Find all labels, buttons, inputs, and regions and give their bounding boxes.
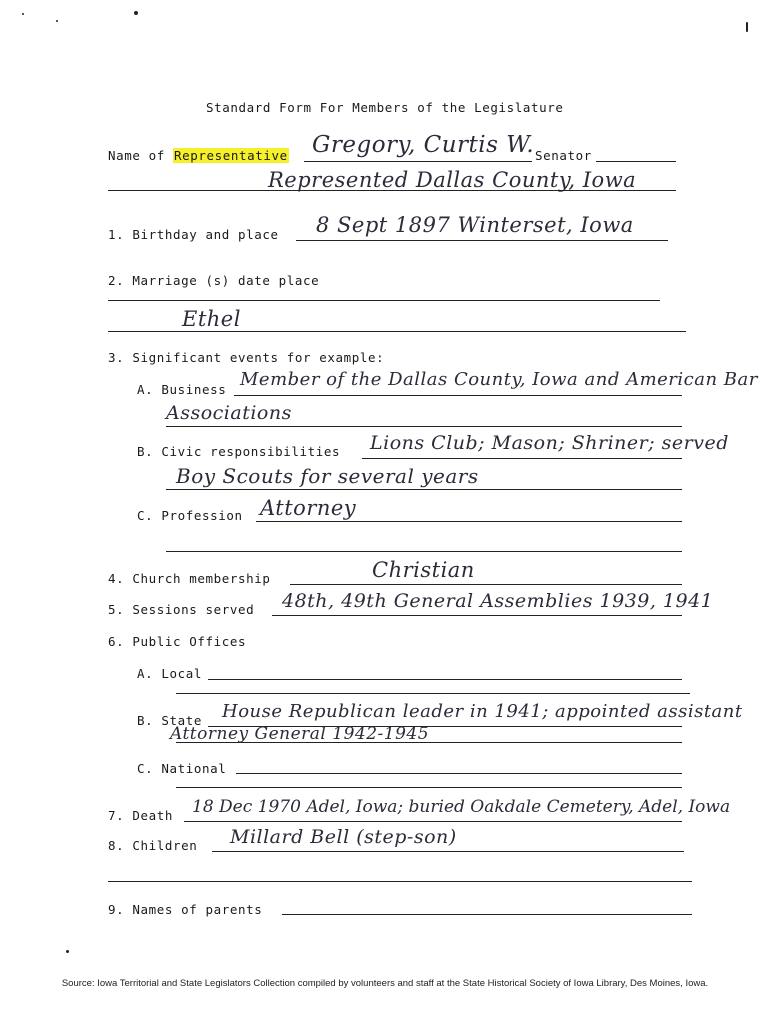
civic-label: B. Civic responsibilities: [137, 444, 341, 459]
birthday-entry: 8 Sept 1897 Winterset, Iowa: [316, 213, 634, 237]
children-entry: Millard Bell (step-son): [230, 826, 457, 848]
business-label: A. Business: [137, 382, 227, 397]
children-line: [212, 851, 684, 852]
marriage-label: 2. Marriage (s) date place: [108, 273, 320, 288]
name-label-prefix: Name of: [108, 148, 174, 163]
spouse-entry: Ethel: [182, 307, 241, 331]
business-entry-2: Associations: [166, 402, 292, 424]
representative-highlight: Representative: [174, 148, 288, 163]
business-entry-1: Member of the Dallas County, Iowa and American Bar: [240, 369, 758, 390]
state-label: B. State: [137, 713, 203, 728]
death-entry: 18 Dec 1970 Adel, Iowa; buried Oakdale Cemetery, Adel, Iowa: [192, 797, 731, 817]
scan-speck: [56, 20, 58, 22]
source-caption: Source: Iowa Territorial and State Legislators Collection compiled by volunteers and staff at the State Historical Society of Iowa Library, Des Moines, Iowa.: [61, 978, 709, 989]
death-label: 7. Death: [108, 808, 174, 823]
state-entry-2: Attorney General 1942-1945: [170, 724, 430, 744]
scan-speck: [134, 11, 138, 15]
local-line-2: [176, 693, 690, 694]
church-label: 4. Church membership: [108, 571, 271, 586]
scan-speck: [746, 22, 748, 32]
death-line: [184, 821, 682, 822]
profession-label: C. Profession: [137, 508, 243, 523]
local-line: [208, 679, 682, 680]
name-entry: Gregory, Curtis W.: [312, 132, 535, 158]
events-label: 3. Significant events for example:: [108, 350, 385, 365]
name-label: [108, 148, 289, 163]
civic-entry-1: Lions Club; Mason; Shriner; served: [370, 432, 729, 454]
church-entry: Christian: [372, 558, 475, 582]
church-line: [290, 584, 682, 585]
senator-line: [596, 161, 676, 162]
sessions-line: [272, 615, 682, 616]
senator-label: Senator: [535, 148, 592, 163]
sessions-entry: 48th, 49th General Assemblies 1939, 1941: [282, 590, 714, 612]
children-label: 8. Children: [108, 838, 198, 853]
birthday-label: 1. Birthday and place: [108, 227, 279, 242]
form-title: Standard Form For Members of the Legislature: [206, 100, 564, 115]
birthday-line: [296, 240, 668, 241]
children-line-2: [108, 881, 692, 882]
parents-label: 9. Names of parents: [108, 902, 263, 917]
national-line: [236, 773, 682, 774]
profession-line-2: [166, 551, 682, 552]
local-label: A. Local: [137, 666, 203, 681]
civic-line-2: [166, 489, 682, 490]
represented-line: [108, 190, 676, 191]
scan-speck: [22, 13, 24, 15]
scan-speck: [66, 950, 69, 953]
represented-entry: Represented Dallas County, Iowa: [268, 168, 637, 192]
state-line-2: [176, 742, 682, 743]
business-line-1: [234, 395, 682, 396]
marriage-line-1: [108, 300, 660, 301]
state-entry-1: House Republican leader in 1941; appointed assistant: [222, 701, 743, 722]
parents-line: [282, 914, 692, 915]
business-line-2: [166, 426, 682, 427]
offices-label: 6. Public Offices: [108, 634, 247, 649]
profession-entry: Attorney: [260, 496, 357, 520]
civic-line-1: [362, 458, 682, 459]
sessions-label: 5. Sessions served: [108, 602, 255, 617]
name-line: [304, 161, 532, 162]
marriage-line-2: [108, 331, 686, 332]
civic-entry-2: Boy Scouts for several years: [176, 464, 479, 488]
national-line-2: [176, 787, 682, 788]
profession-line: [256, 521, 682, 522]
national-label: C. National: [137, 761, 227, 776]
